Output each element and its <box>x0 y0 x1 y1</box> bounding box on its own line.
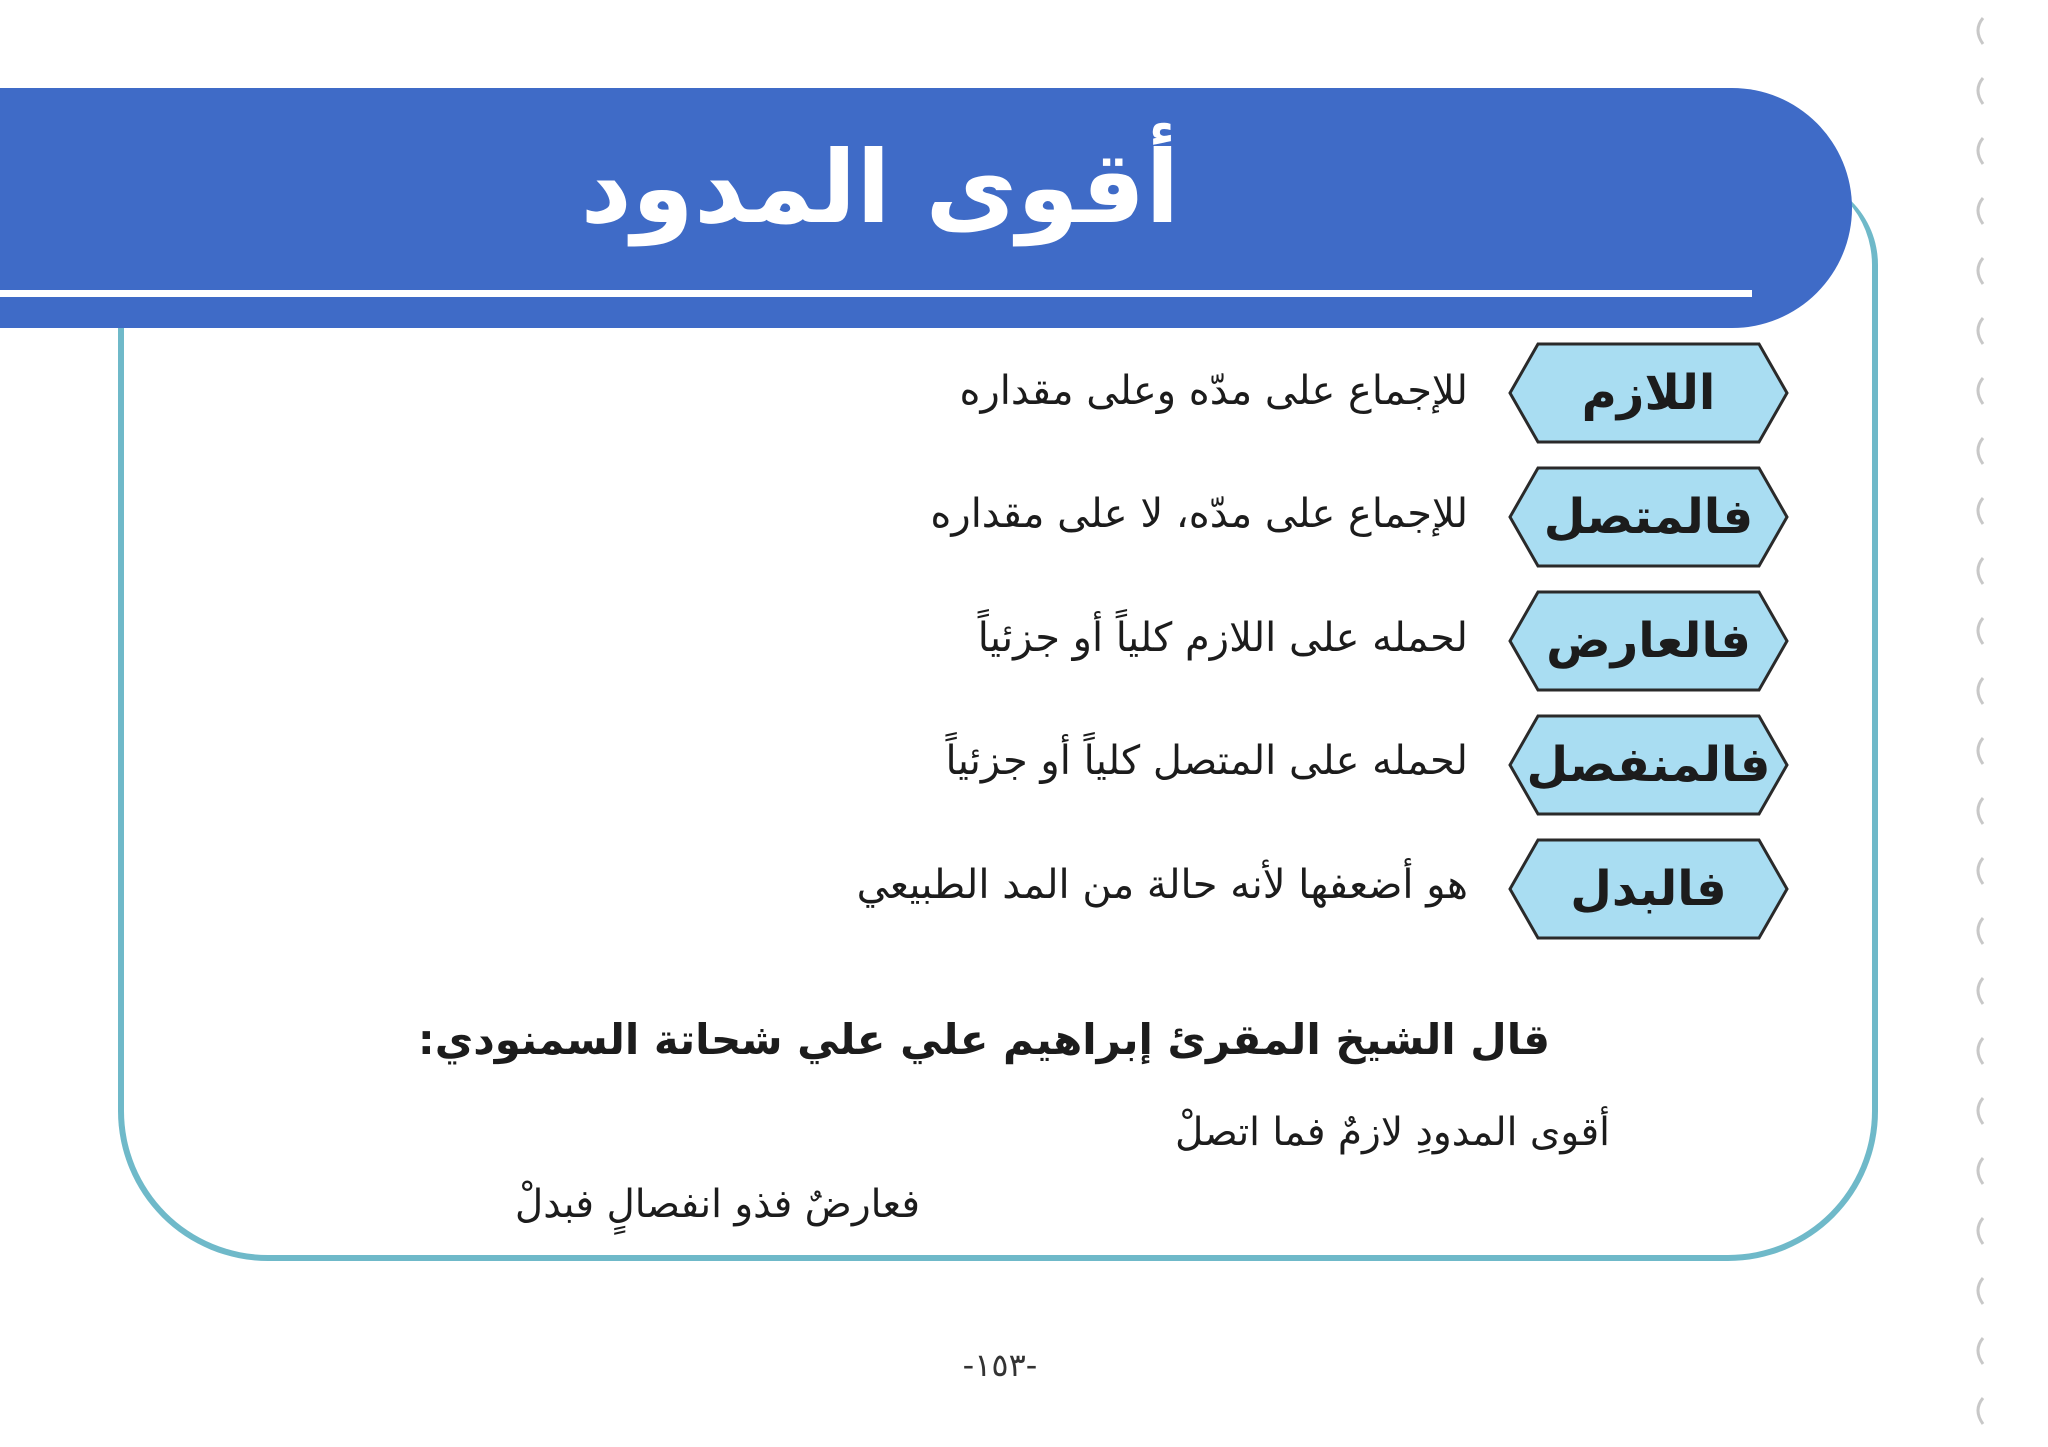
label-arid: فالعارض <box>1546 613 1751 669</box>
description-arid: لحمله على اللازم كلياً أو جزئياً <box>977 615 1468 661</box>
binding-rings <box>1955 0 2015 1447</box>
description-muttasil: للإجماع على مدّه، لا على مقداره <box>930 491 1468 537</box>
description-munfasil: لحمله على المتصل كلياً أو جزئياً <box>945 738 1468 784</box>
label-badal: فالبدل <box>1570 861 1727 917</box>
verse-line-2: فعارضٌ فذو انفصالٍ فبدلْ <box>514 1182 920 1227</box>
page-title: أقوى المدود <box>580 129 1180 246</box>
label-munfasil: فالمنفصل <box>1526 737 1771 793</box>
attribution-heading: قال الشيخ المقرئ إبراهيم علي علي شحاتة السمنودي: <box>417 1015 1550 1064</box>
label-muttasil: فالمتصل <box>1543 489 1754 545</box>
description-lazim: للإجماع على مدّه وعلى مقداره <box>959 368 1468 414</box>
description-badal: هو أضعفها لأنه حالة من المد الطبيعي <box>856 862 1468 908</box>
label-lazim: اللازم <box>1581 365 1716 421</box>
header-underline <box>0 290 1752 297</box>
page-number: -١٥٣- <box>962 1346 1038 1384</box>
verse-line-1: أقوى المدودِ لازمٌ فما اتصلْ <box>1174 1110 1610 1155</box>
